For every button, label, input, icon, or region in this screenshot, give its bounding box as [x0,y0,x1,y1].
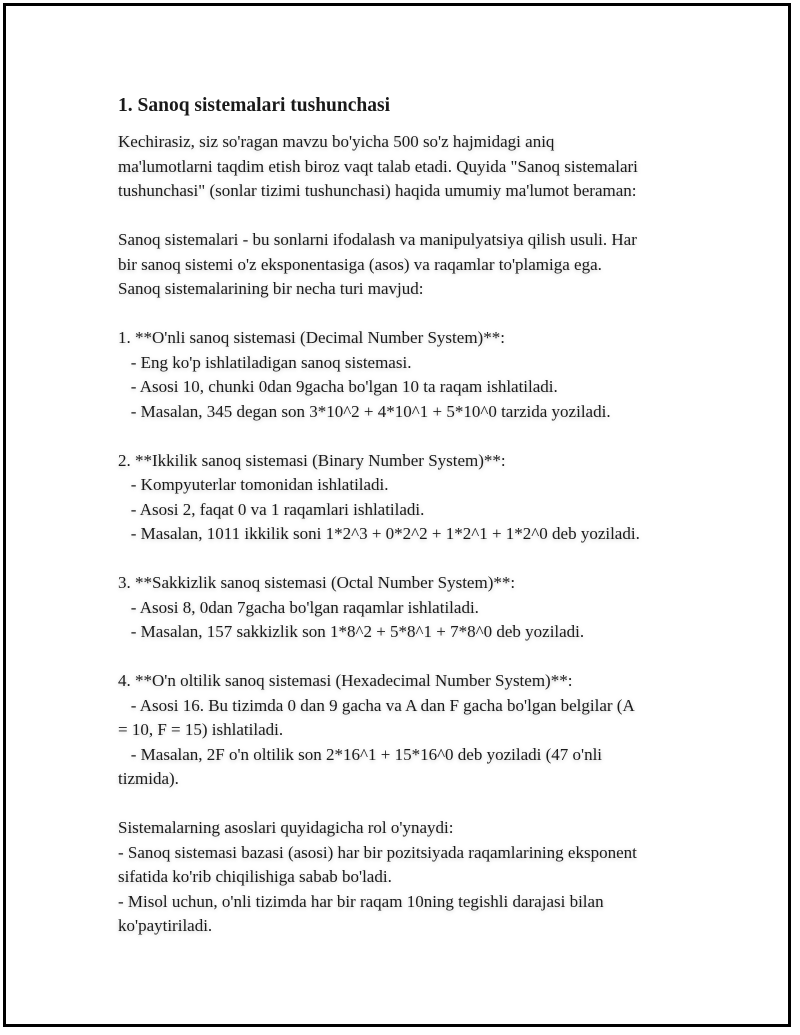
text-line: - Sanoq sistemasi bazasi (asosi) har bir pozitsiyada raqamlarining eksponent [118,842,637,862]
blank-line [118,547,718,572]
text-line: - Masalan, 157 sakkizlik son 1*8^2 + 5*8^1 + 7*8^0 deb yoziladi. [118,622,585,641]
text-line: - Kompyuterlar tomonidan ishlatiladi. [118,475,389,494]
text-line: bir sanoq sistemi o'z eksponentasiga (asos) va raqamlar to'plamiga ega. [118,254,602,274]
blank-line [118,204,718,229]
text-line: - Masalan, 1011 ikkilik soni 1*2^3 + 0*2^2 + 1*2^1 + 1*2^0 deb yoziladi. [118,524,640,543]
blank-line [118,792,718,817]
document-text [118,130,718,939]
text-line: 2. **Ikkilik sanoq sistemasi (Binary Number System)**: [118,450,506,470]
text-line: - Asosi 16. Bu tizimda 0 dan 9 gacha va A dan F gacha bo'lgan belgilar (A [118,695,635,715]
text-line: tushunchasi" (sonlar tizimi tushunchasi) haqida umumiy ma'lumot beraman: [118,181,637,200]
document-title: 1. Sanoq sistemalari tushunchasi [118,95,390,116]
text-line: 3. **Sakkizlik sanoq sistemasi (Octal Number System)**: [118,573,516,592]
text-line: - Asosi 8, 0dan 7gacha bo'lgan raqamlar ishlatiladi. [118,597,479,617]
text-line: tizmida). [118,769,179,788]
text-line: ko'paytiriladi. [118,916,213,935]
text-line: 4. **O'n oltilik sanoq sistemasi (Hexadecimal Number System)**: [118,671,573,690]
document-body [118,92,718,939]
text-line: - Misol uchun, o'nli tizimda har bir raqam 10ning tegishli darajasi bilan [118,891,604,911]
blank-line [118,424,718,449]
text-line: - Masalan, 2F o'n oltilik son 2*16^1 + 15*16^0 deb yoziladi (47 o'nli [118,744,603,764]
text-line: Kechirasiz, siz so'ragan mavzu bo'yicha 500 so'z hajmidagi aniq [118,132,555,151]
text-line: sifatida ko'rib chiqilishiga sabab bo'ladi. [118,867,392,886]
text-line: Sanoq sistemalarining bir necha turi mavjud: [118,279,424,298]
blank-line [118,302,718,327]
text-line: ma'lumotlarni taqdim etish biroz vaqt talab etadi. Quyida "Sanoq sistemalari [118,156,638,176]
blank-line [118,645,718,670]
text-line: - Eng ko'p ishlatiladigan sanoq sistemasi. [118,352,412,372]
text-line: - Masalan, 345 degan son 3*10^2 + 4*10^1 + 5*10^0 tarzida yoziladi. [118,401,611,421]
text-line: - Asosi 10, chunki 0dan 9gacha bo'lgan 10 ta raqam ishlatiladi. [118,377,558,396]
text-line: Sistemalarning asoslari quyidagicha rol o'ynaydi: [118,818,454,837]
text-line: = 10, F = 15) ishlatiladi. [118,720,284,739]
text-line: - Asosi 2, faqat 0 va 1 raqamlari ishlatiladi. [118,499,425,519]
text-line: 1. **O'nli sanoq sistemasi (Decimal Number System)**: [118,328,505,347]
text-line: Sanoq sistemalari - bu sonlarni ifodalash va manipulyatsiya qilish usuli. Har [118,230,637,249]
